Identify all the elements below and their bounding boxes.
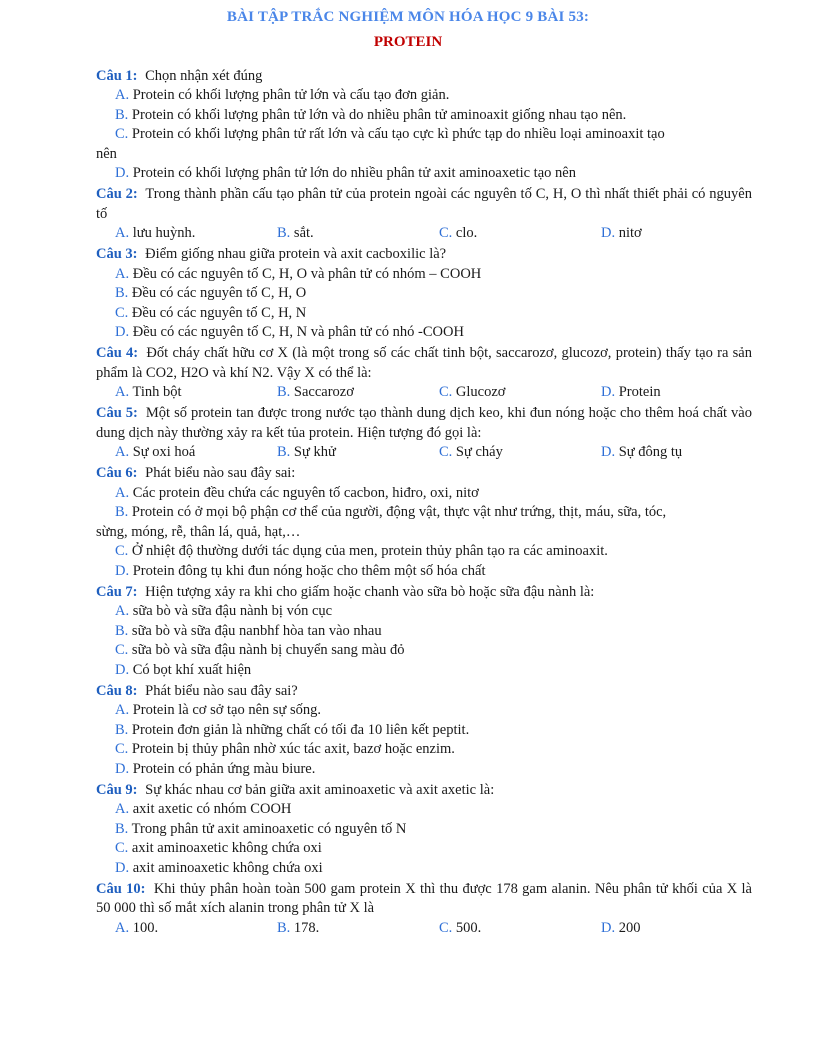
answer-option bbox=[96, 542, 752, 562]
option-text: clo. bbox=[455, 225, 478, 241]
answer-option bbox=[96, 721, 752, 741]
option-text: Đều có các nguyên tố C, H, N và phân tử có nhó -COOH bbox=[132, 324, 464, 340]
option-text: Trong phân tử axit aminoaxetic có nguyên tố N bbox=[131, 820, 407, 837]
question-stem bbox=[96, 67, 752, 87]
answer-option bbox=[96, 641, 752, 661]
answer-option bbox=[96, 86, 752, 106]
answer-option bbox=[601, 383, 661, 403]
answer-option bbox=[96, 484, 752, 504]
answer-option bbox=[277, 224, 439, 244]
question-block bbox=[96, 344, 752, 403]
option-letter: A. bbox=[115, 87, 130, 103]
option-text: Ở nhiệt độ thường dưới tác dụng của men, protein thủy phân tạo ra các aminoaxit. bbox=[131, 543, 608, 559]
option-letter: B. bbox=[277, 444, 291, 460]
answer-option bbox=[96, 800, 752, 820]
option-letter: C. bbox=[115, 304, 129, 321]
option-letter: C. bbox=[439, 384, 453, 400]
option-letter: C. bbox=[115, 642, 129, 658]
question-block bbox=[96, 583, 752, 681]
answer-option bbox=[277, 919, 439, 939]
option-text: Đều có các nguyên tố C, H, O và phân tử có nhóm – COOH bbox=[132, 265, 482, 282]
question-block bbox=[96, 404, 752, 463]
question-label: Câu 8: bbox=[96, 682, 138, 699]
question-list bbox=[96, 65, 752, 938]
answer-option bbox=[96, 284, 752, 304]
answer-option bbox=[439, 443, 601, 463]
option-text: Protein có khối lượng phân tử lớn và cấu tạo đơn giản. bbox=[132, 87, 450, 103]
option-letter: B. bbox=[115, 106, 129, 123]
answer-option bbox=[96, 503, 752, 523]
option-text: Protein có khối lượng phân tử lớn do nhiều phân tử axit aminoaxetic tạo nên bbox=[132, 165, 576, 181]
option-letter: C. bbox=[115, 126, 129, 142]
question-text: Khi thủy phân hoàn toàn 500 gam protein X thì thu được 178 gam alanin. Nêu phân tử khối của X là 50 000 thì số mắt xích alanin trong phân tử X là bbox=[96, 880, 752, 916]
option-letter: D. bbox=[601, 444, 616, 460]
answer-option bbox=[96, 602, 752, 622]
option-text: Tinh bột bbox=[132, 384, 182, 400]
option-letter: A. bbox=[115, 384, 130, 400]
option-letter: B. bbox=[277, 225, 291, 241]
answer-option bbox=[601, 919, 640, 939]
option-text: Protein bbox=[618, 384, 661, 400]
option-text: Các protein đều chứa các nguyên tố cacbon, hiđro, oxi, nitơ bbox=[132, 484, 479, 501]
option-letter: A. bbox=[115, 225, 130, 241]
option-letter: D. bbox=[115, 760, 130, 777]
question-label: Câu 10: bbox=[96, 880, 146, 897]
option-text: Saccarozơ bbox=[293, 384, 354, 400]
answer-options-row bbox=[96, 383, 752, 403]
option-letter: B. bbox=[277, 919, 291, 936]
question-stem bbox=[96, 344, 752, 383]
answer-option bbox=[439, 224, 601, 244]
question-text: Phát biểu nào sau đây sai? bbox=[145, 682, 298, 699]
answer-option bbox=[96, 304, 752, 324]
question-text: Hiện tượng xảy ra khi cho giấm hoặc chanh vào sữa bò hoặc sữa đậu nành là: bbox=[145, 583, 595, 600]
answer-option bbox=[96, 106, 752, 126]
document-title: BÀI TẬP TRẮC NGHIỆM MÔN HÓA HỌC 9 BÀI 53: bbox=[226, 9, 590, 25]
document-subtitle: PROTEIN bbox=[373, 34, 443, 50]
option-letter: D. bbox=[115, 165, 130, 181]
answer-option bbox=[96, 265, 752, 285]
answer-option bbox=[96, 820, 752, 840]
question-stem bbox=[96, 245, 752, 265]
answer-option bbox=[96, 740, 752, 760]
answer-option bbox=[115, 224, 277, 244]
question-label: Câu 7: bbox=[96, 583, 138, 600]
option-letter: B. bbox=[115, 504, 129, 520]
option-letter: D. bbox=[601, 225, 616, 241]
question-label: Câu 3: bbox=[96, 246, 138, 262]
option-text: sữa bò và sữa đậu nành bị vón cục bbox=[132, 603, 333, 619]
question-text: Phát biểu nào sau đây sai: bbox=[145, 465, 296, 481]
option-letter: D. bbox=[601, 384, 616, 400]
answer-option bbox=[601, 224, 642, 244]
question-label: Câu 4: bbox=[96, 345, 139, 361]
question-text: Đốt cháy chất hữu cơ X (là một trong số các chất tinh bột, saccarozơ, glucozơ, protein) thấy tạo ra sản phẩm là CO2, H2O và khí N2. Vậy X có thể là: bbox=[96, 345, 752, 381]
answer-options-row bbox=[96, 919, 752, 939]
option-text: Protein đông tụ khi đun nóng hoặc cho thêm một số hóa chất bbox=[132, 562, 486, 579]
option-text: nitơ bbox=[618, 225, 642, 241]
answer-option bbox=[96, 760, 752, 780]
answer-option bbox=[277, 443, 439, 463]
option-text: sắt. bbox=[293, 225, 314, 241]
option-text: Sự đông tụ bbox=[618, 444, 683, 460]
option-text: Protein là cơ sở tạo nên sự sống. bbox=[132, 702, 322, 718]
answer-option bbox=[277, 383, 439, 403]
option-text: 500. bbox=[455, 919, 482, 936]
question-block bbox=[96, 781, 752, 879]
answer-option bbox=[96, 701, 752, 721]
option-letter: D. bbox=[115, 661, 130, 678]
question-stem bbox=[96, 464, 752, 484]
option-text: axit axetic có nhóm COOH bbox=[132, 801, 292, 817]
question-text: Chọn nhận xét đúng bbox=[145, 67, 263, 84]
option-text: lưu huỳnh. bbox=[132, 225, 196, 241]
option-letter: C. bbox=[115, 741, 129, 757]
option-letter: B. bbox=[115, 721, 129, 738]
option-letter: B. bbox=[115, 285, 129, 301]
option-letter: D. bbox=[601, 919, 616, 936]
option-text: Đều có các nguyên tố C, H, O bbox=[131, 285, 307, 301]
option-letter: B. bbox=[115, 622, 129, 639]
option-letter: D. bbox=[115, 562, 130, 579]
option-text: Protein đơn giản là những chất có tối đa 10 liên kết peptit. bbox=[131, 721, 470, 738]
option-letter: A. bbox=[115, 919, 130, 936]
question-stem bbox=[96, 682, 752, 702]
option-letter: A. bbox=[115, 603, 130, 619]
option-letter: A. bbox=[115, 484, 130, 501]
question-stem bbox=[96, 781, 752, 801]
question-block bbox=[96, 880, 752, 939]
answer-option bbox=[96, 859, 752, 879]
option-text: Protein có khối lượng phân tử lớn và do nhiều phân tử aminoaxit giống nhau tạo nên. bbox=[131, 106, 627, 123]
question-block bbox=[96, 67, 752, 184]
option-text: 100. bbox=[132, 919, 159, 936]
answer-option bbox=[96, 125, 752, 145]
option-text: 200 bbox=[618, 919, 641, 936]
option-letter: A. bbox=[115, 702, 130, 718]
question-block bbox=[96, 682, 752, 780]
question-text: Điểm giống nhau giữa protein và axit cacboxilic là? bbox=[145, 246, 447, 262]
answer-option bbox=[115, 443, 277, 463]
option-text: axit aminoaxetic không chứa oxi bbox=[132, 859, 323, 876]
question-text: Trong thành phần cấu tạo phân tử của protein ngoài các nguyên tố C, H, O thì nhất thiết phải có nguyên tố bbox=[96, 186, 752, 222]
question-label: Câu 6: bbox=[96, 465, 138, 481]
option-letter: B. bbox=[115, 820, 129, 837]
answer-option bbox=[96, 661, 752, 681]
question-label: Câu 5: bbox=[96, 405, 138, 421]
option-letter: C. bbox=[439, 919, 453, 936]
option-letter: C. bbox=[115, 543, 129, 559]
answer-option bbox=[601, 443, 682, 463]
question-stem bbox=[96, 185, 752, 224]
answer-option bbox=[96, 164, 752, 184]
option-text-continuation: nên bbox=[96, 145, 117, 162]
option-letter: A. bbox=[115, 801, 130, 817]
answer-options-row bbox=[96, 443, 752, 463]
question-label: Câu 1: bbox=[96, 67, 138, 84]
option-text: Sự oxi hoá bbox=[132, 444, 196, 460]
question-label: Câu 2: bbox=[96, 186, 138, 202]
option-letter: C. bbox=[439, 225, 453, 241]
option-text: Protein có khối lượng phân tử rất lớn và cấu tạo cực kì phức tạp do nhiều loại aminoaxit tạo bbox=[131, 126, 665, 142]
option-letter: C. bbox=[115, 840, 129, 856]
question-block bbox=[96, 245, 752, 343]
option-text: Protein có phản ứng màu biure. bbox=[132, 760, 316, 777]
option-text: Có bọt khí xuất hiện bbox=[132, 661, 252, 678]
question-text: Sự khác nhau cơ bản giữa axit aminoaxetic và axit axetic là: bbox=[145, 781, 495, 798]
answer-option bbox=[115, 919, 277, 939]
option-letter: C. bbox=[439, 444, 453, 460]
option-letter: D. bbox=[115, 324, 130, 340]
question-block bbox=[96, 185, 752, 244]
option-letter: A. bbox=[115, 444, 130, 460]
option-text: Sự khử bbox=[293, 444, 336, 460]
question-block bbox=[96, 464, 752, 581]
answer-option bbox=[115, 383, 277, 403]
question-stem bbox=[96, 880, 752, 919]
answer-options-row bbox=[96, 224, 752, 244]
question-text: Một số protein tan được trong nước tạo thành dung dịch keo, khi đun nóng hoặc cho thêm hoá chất vào dung dịch này thường xảy ra kết tủa protein. Hiện tượng đó gọi là: bbox=[96, 405, 752, 441]
option-text: Glucozơ bbox=[455, 384, 506, 400]
option-text-continuation: sừng, móng, rễ, thân lá, quả, hạt,… bbox=[96, 523, 301, 540]
option-text: Đều có các nguyên tố C, H, N bbox=[131, 304, 307, 321]
option-text: axit aminoaxetic không chứa oxi bbox=[131, 840, 322, 856]
answer-option bbox=[96, 323, 752, 343]
option-text: sữa bò và sữa đậu nành bị chuyển sang màu đỏ bbox=[131, 642, 405, 658]
option-text: Sự cháy bbox=[455, 444, 503, 460]
option-text: 178. bbox=[293, 919, 320, 936]
answer-option bbox=[439, 383, 601, 403]
answer-option bbox=[439, 919, 601, 939]
option-text: Protein bị thủy phân nhờ xúc tác axit, bazơ hoặc enzim. bbox=[131, 741, 455, 757]
option-text: sữa bò và sữa đậu nanbhf hòa tan vào nhau bbox=[131, 622, 382, 639]
question-stem bbox=[96, 583, 752, 603]
option-letter: B. bbox=[277, 384, 291, 400]
question-stem bbox=[96, 404, 752, 443]
option-letter: A. bbox=[115, 265, 130, 282]
answer-option bbox=[96, 622, 752, 642]
option-text: Protein có ở mọi bộ phận cơ thể của người, động vật, thực vật như trứng, thịt, máu, sữa, tóc, bbox=[131, 504, 667, 520]
option-letter: D. bbox=[115, 859, 130, 876]
answer-option bbox=[96, 562, 752, 582]
question-label: Câu 9: bbox=[96, 781, 138, 798]
answer-option bbox=[96, 839, 752, 859]
